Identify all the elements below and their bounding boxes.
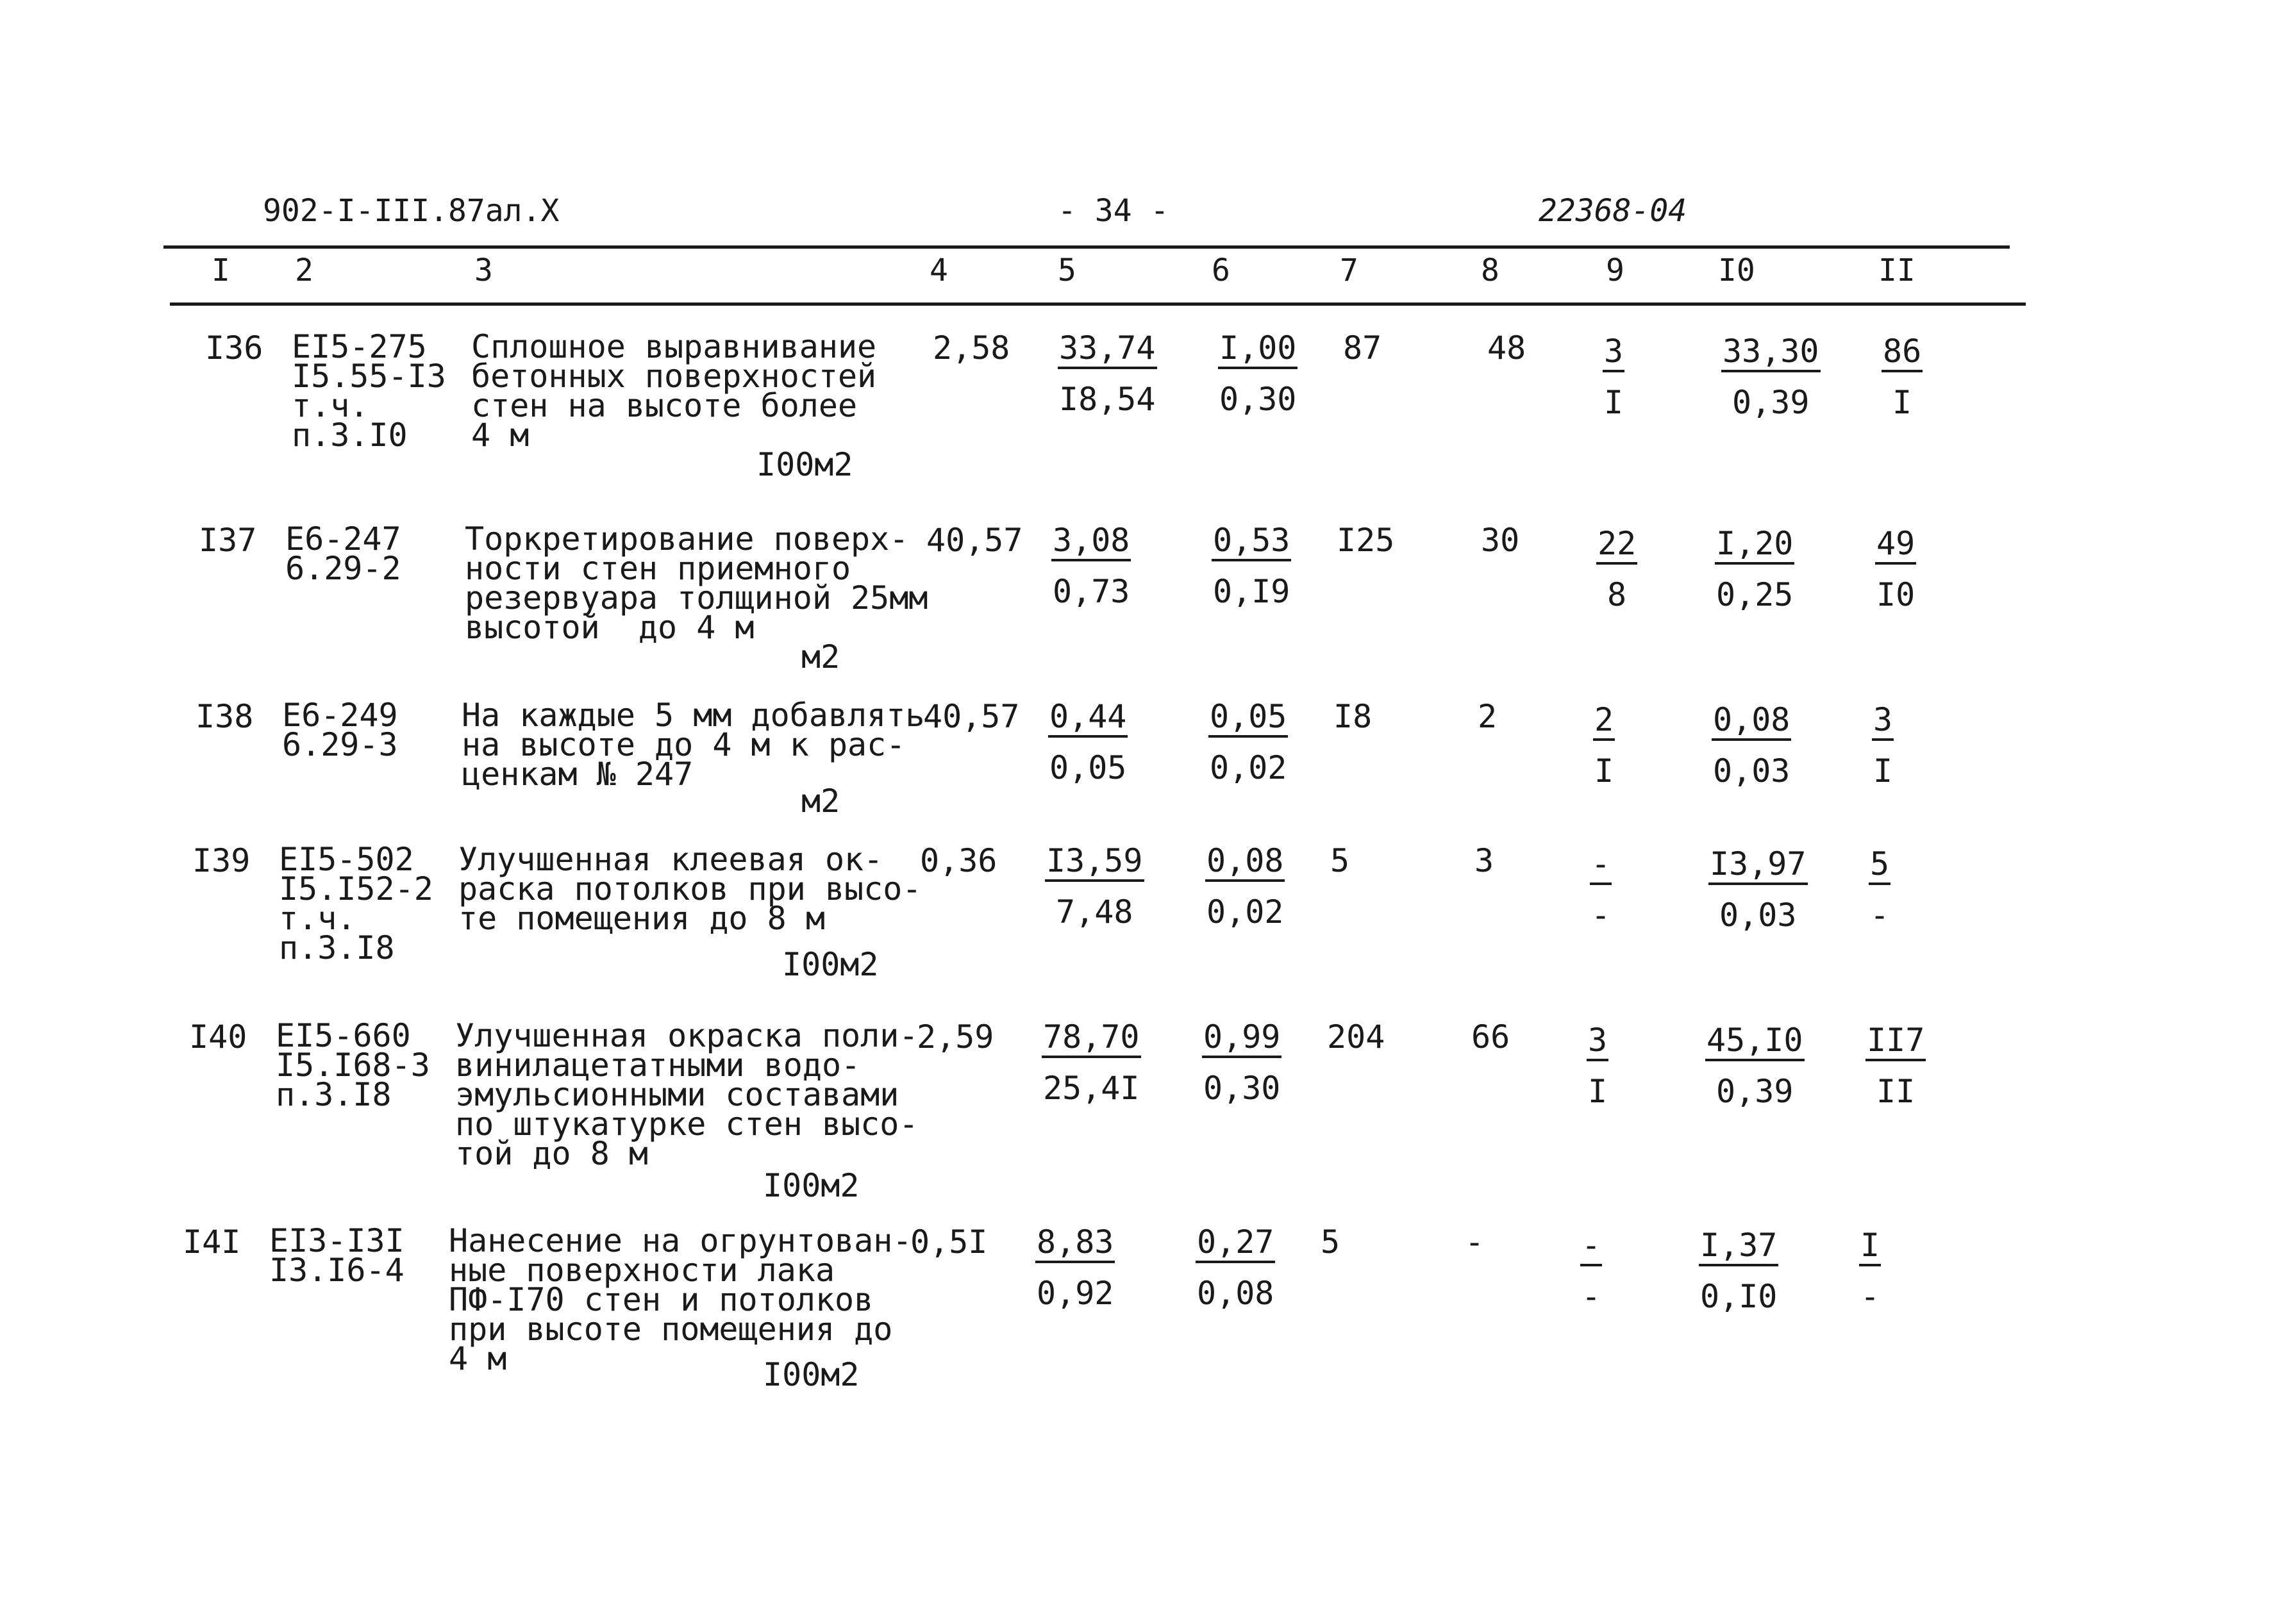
row-description: На каждые 5 мм добавлять на высоте до 4 м к рас- ценкам № 247 <box>462 697 925 793</box>
row-col-6-numerator: 0,99 <box>1202 1021 1281 1058</box>
document-code: 902-I-III.87ал.X <box>263 193 560 229</box>
header-bottom-rule <box>170 302 2026 306</box>
row-col-9 <box>1593 701 1615 790</box>
row-col-4: 2,58 <box>933 329 1010 367</box>
row-description: Улучшенная окраска поли- винилацетатными водо- эмульсионными составами по штукатурке стен высо- той до 8 м <box>455 1017 919 1172</box>
row-col-9 <box>1590 845 1612 934</box>
row-col-6-numerator: 0,05 <box>1208 700 1288 738</box>
row-number: I4I <box>183 1223 241 1261</box>
row-code: EI5-275 I5.55-I3 т.ч. п.3.I0 <box>292 328 446 454</box>
row-col-10-denominator: 0,25 <box>1716 576 1794 613</box>
row-col-5 <box>1048 700 1128 784</box>
row-number: I37 <box>199 522 257 559</box>
row-unit: I00м2 <box>763 1356 860 1393</box>
row-col-11 <box>1869 845 1890 934</box>
row-col-8: 48 <box>1487 329 1526 367</box>
row-col-11-numerator: 3 <box>1872 704 1894 741</box>
column-number-10: I0 <box>1718 253 1755 288</box>
row-number: I40 <box>189 1018 247 1056</box>
row-col-9 <box>1603 333 1624 421</box>
row-col-10-numerator: 45,I0 <box>1705 1024 1805 1061</box>
row-col-11-numerator: 49 <box>1875 527 1916 565</box>
row-col-11 <box>1882 333 1923 421</box>
row-col-10 <box>1699 1229 1778 1313</box>
row-col-10-denominator: 0,03 <box>1719 897 1797 934</box>
row-col-5 <box>1042 1018 1141 1107</box>
row-number: I36 <box>205 329 263 367</box>
page-number: - 34 - <box>1058 193 1169 229</box>
row-col-5-denominator: 0,05 <box>1049 749 1127 786</box>
row-col-10-denominator: 0,03 <box>1713 752 1790 790</box>
row-number: I38 <box>196 698 254 735</box>
column-number-1: I <box>212 253 230 288</box>
row-unit: I00м2 <box>782 946 879 983</box>
row-number: I39 <box>192 842 251 879</box>
row-col-7: 5 <box>1321 1223 1340 1261</box>
row-col-9-numerator: - <box>1590 848 1612 885</box>
row-code: EI5-660 I5.I68-3 п.3.I8 <box>276 1017 430 1113</box>
header-top-rule <box>163 245 2010 249</box>
row-col-6 <box>1208 700 1288 784</box>
row-col-11-numerator: II7 <box>1865 1024 1926 1061</box>
row-col-9-numerator: 3 <box>1587 1024 1608 1061</box>
row-col-6 <box>1212 524 1291 608</box>
row-col-8: 2 <box>1478 698 1498 735</box>
row-col-11 <box>1859 1229 1881 1313</box>
column-number-3: 3 <box>474 253 493 288</box>
row-col-10-numerator: 0,08 <box>1712 704 1791 741</box>
row-col-6 <box>1205 842 1285 931</box>
row-col-11-numerator: 5 <box>1869 848 1890 885</box>
column-number-6: 6 <box>1212 253 1230 288</box>
row-col-5-numerator: 3,08 <box>1051 524 1131 561</box>
row-col-5 <box>1045 842 1144 931</box>
row-col-5 <box>1051 524 1131 608</box>
row-code: EI3-I3I I3.I6-4 <box>269 1222 405 1289</box>
row-col-8: 66 <box>1471 1018 1510 1056</box>
row-col-6-denominator: 0,02 <box>1206 893 1284 931</box>
row-col-4: 2,59 <box>917 1018 994 1056</box>
row-col-9-numerator: 22 <box>1596 527 1637 565</box>
row-unit: I00м2 <box>763 1167 860 1204</box>
row-unit: м2 <box>801 638 840 675</box>
row-col-11 <box>1865 1022 1926 1110</box>
row-col-11-denominator: I <box>1892 384 1912 421</box>
row-description: Нанесение на огрунтован- ные поверхности лака ПФ-I70 стен и потолков при высоте помещения до 4 м <box>449 1222 912 1377</box>
row-col-10 <box>1712 701 1791 790</box>
row-col-8: - <box>1465 1223 1485 1261</box>
row-col-9 <box>1596 527 1637 611</box>
row-col-10 <box>1721 333 1821 421</box>
row-col-5-denominator: I8,54 <box>1059 381 1156 418</box>
row-col-6 <box>1196 1223 1275 1312</box>
row-col-5-numerator: 33,74 <box>1058 332 1157 369</box>
row-col-7: I25 <box>1337 522 1395 559</box>
row-col-7: 5 <box>1330 842 1350 879</box>
row-col-5-denominator: 7,48 <box>1056 893 1133 931</box>
row-col-7: 87 <box>1343 329 1382 367</box>
row-col-9-denominator: - <box>1581 1278 1601 1315</box>
row-col-11-denominator: - <box>1870 897 1890 934</box>
row-col-6-numerator: 0,53 <box>1212 524 1291 561</box>
row-col-10-denominator: 0,I0 <box>1700 1278 1778 1315</box>
row-col-10-denominator: 0,39 <box>1716 1073 1794 1110</box>
row-col-5-numerator: 8,83 <box>1035 1226 1115 1263</box>
row-col-6-numerator: 0,27 <box>1196 1226 1275 1263</box>
row-col-6 <box>1202 1018 1281 1107</box>
row-col-9 <box>1587 1022 1608 1110</box>
row-col-9 <box>1580 1229 1602 1313</box>
row-col-6-denominator: 0,I9 <box>1213 573 1290 610</box>
column-number-4: 4 <box>930 253 948 288</box>
row-col-11-denominator: II <box>1876 1073 1915 1110</box>
row-col-6-denominator: 0,08 <box>1197 1275 1274 1312</box>
row-col-11-numerator: I <box>1859 1229 1881 1266</box>
row-col-11-denominator: I <box>1873 752 1893 790</box>
row-col-5-numerator: 78,70 <box>1042 1021 1141 1058</box>
row-col-5 <box>1058 329 1157 418</box>
row-col-6-denominator: 0,30 <box>1219 381 1297 418</box>
row-col-6-numerator: 0,08 <box>1205 845 1285 882</box>
row-col-11 <box>1872 701 1894 790</box>
row-code: EI5-502 I5.I52-2 т.ч. п.3.I8 <box>279 841 433 966</box>
row-col-8: 3 <box>1474 842 1494 879</box>
row-col-10-numerator: I,37 <box>1699 1229 1778 1266</box>
row-col-11 <box>1875 527 1916 611</box>
row-col-5-numerator: 0,44 <box>1048 700 1128 738</box>
row-col-10-numerator: I3,97 <box>1708 848 1808 885</box>
row-col-5-denominator: 0,73 <box>1053 573 1130 610</box>
row-col-11-numerator: 86 <box>1882 335 1923 372</box>
column-number-9: 9 <box>1606 253 1624 288</box>
row-description: Торкретирование поверх- ности стен приемного резервуара толщиной 25мм высотой до 4 м <box>465 520 928 646</box>
row-col-4: 40,57 <box>923 698 1020 735</box>
column-number-5: 5 <box>1058 253 1076 288</box>
column-number-7: 7 <box>1340 253 1358 288</box>
row-col-8: 30 <box>1481 522 1520 559</box>
row-col-10-denominator: 0,39 <box>1732 384 1810 421</box>
row-unit: I00м2 <box>756 446 853 483</box>
row-code: E6-247 6.29-2 <box>285 520 401 587</box>
row-col-10-numerator: I,20 <box>1715 527 1794 565</box>
row-col-6-denominator: 0,02 <box>1210 749 1287 786</box>
row-col-11-denominator: - <box>1860 1278 1880 1315</box>
row-col-6 <box>1218 329 1298 418</box>
row-col-5 <box>1035 1223 1115 1312</box>
row-col-9-numerator: 2 <box>1593 704 1615 741</box>
row-col-6-denominator: 0,30 <box>1203 1070 1281 1107</box>
row-col-5-denominator: 25,4I <box>1043 1070 1140 1107</box>
row-col-5-denominator: 0,92 <box>1037 1275 1114 1312</box>
registry-number: 22368-04 <box>1539 193 1687 229</box>
column-number-11: II <box>1878 253 1915 288</box>
row-unit: м2 <box>801 783 840 820</box>
row-col-5-numerator: I3,59 <box>1045 845 1144 882</box>
row-col-9-denominator: I <box>1604 384 1624 421</box>
row-col-11-denominator: I0 <box>1876 576 1915 613</box>
row-col-7: I8 <box>1333 698 1373 735</box>
row-col-9-numerator: 3 <box>1603 335 1624 372</box>
column-number-8: 8 <box>1481 253 1499 288</box>
row-col-10 <box>1715 527 1794 611</box>
row-col-9-denominator: I <box>1588 1073 1608 1110</box>
row-description: Сплошное выравнивание бетонных поверхностей стен на высоте более 4 м <box>471 328 877 454</box>
row-col-10 <box>1705 1022 1805 1110</box>
row-col-4: 0,36 <box>920 842 997 879</box>
row-col-9-denominator: 8 <box>1607 576 1627 613</box>
row-code: E6-249 6.29-3 <box>282 697 398 763</box>
row-col-10-numerator: 33,30 <box>1721 335 1821 372</box>
row-col-7: 204 <box>1327 1018 1385 1056</box>
row-col-6-numerator: I,00 <box>1218 332 1298 369</box>
row-col-9-denominator: I <box>1594 752 1614 790</box>
row-col-4: 40,57 <box>926 522 1023 559</box>
row-description: Улучшенная клеевая ок- раска потолков при высо- те помещения до 8 м <box>458 841 922 937</box>
row-col-9-numerator: - <box>1580 1229 1602 1266</box>
row-col-10 <box>1708 845 1808 934</box>
row-col-4: 0,5I <box>910 1223 988 1261</box>
row-col-9-denominator: - <box>1591 897 1611 934</box>
column-number-2: 2 <box>295 253 313 288</box>
